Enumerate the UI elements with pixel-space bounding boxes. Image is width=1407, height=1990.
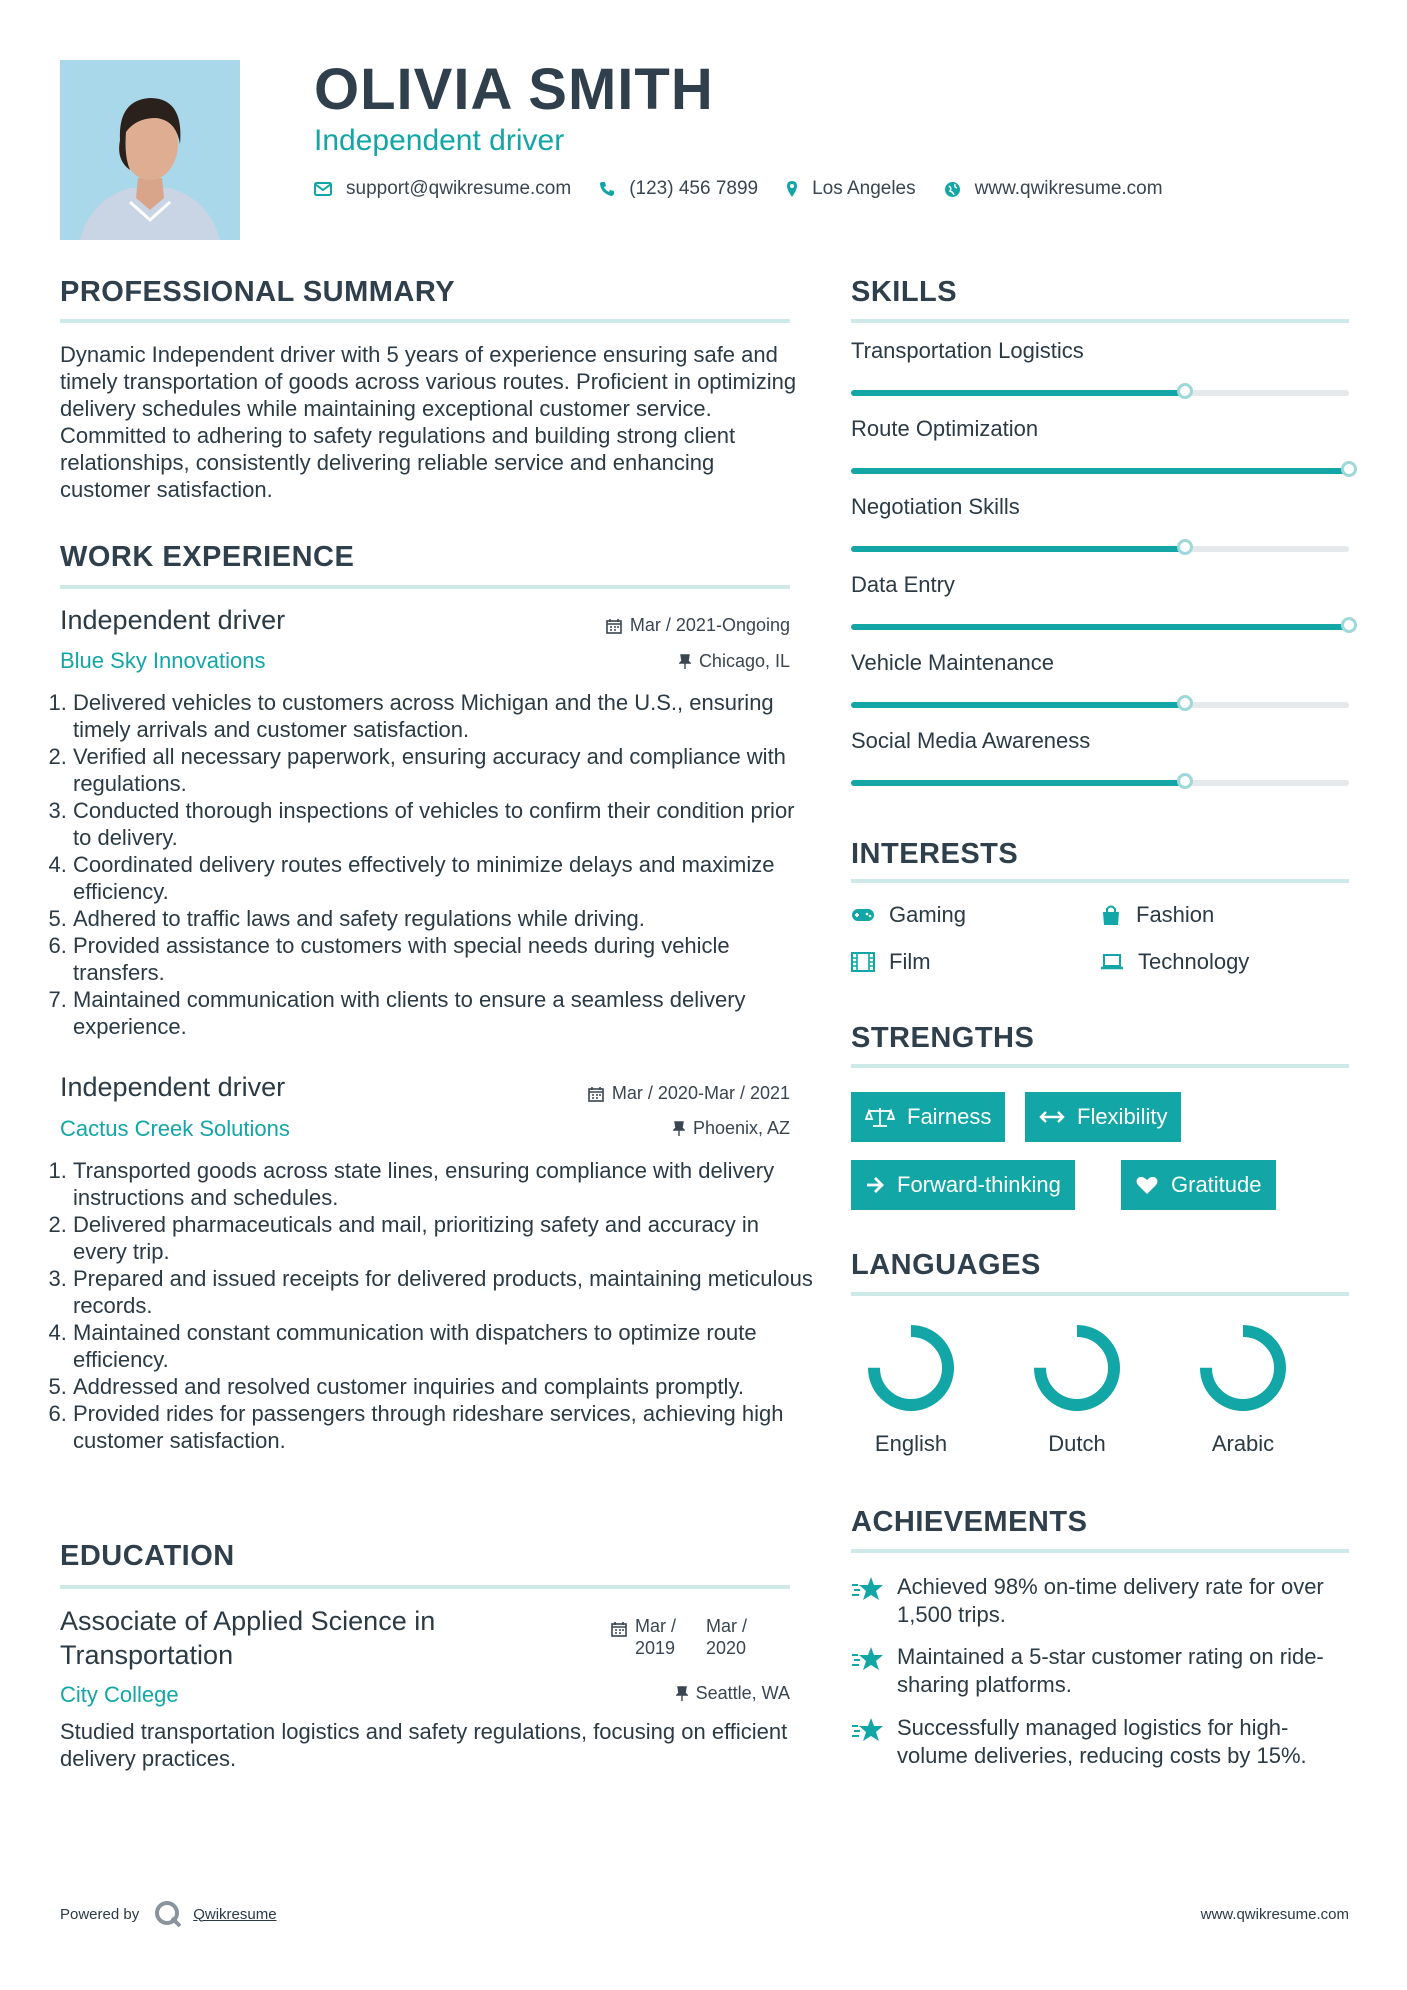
- language-level-arc: [1040, 1331, 1114, 1405]
- interest-label: Film: [889, 949, 931, 974]
- interest-technology: [1100, 949, 1249, 975]
- skill-level-knob: [1341, 617, 1357, 633]
- list-item: 1. Transported goods across state lines, ensuring compliance with delivery instructions and schedules.: [73, 1157, 818, 1211]
- job-date: [530, 1083, 790, 1104]
- list-item: 5. Adhered to traffic laws and safety regulations while driving.: [73, 905, 818, 932]
- skill-row: [851, 650, 1349, 720]
- job-title: Independent driver: [60, 605, 286, 635]
- skill-level-fill: [851, 546, 1185, 552]
- language-level-arc: [1206, 1331, 1280, 1405]
- skill-level-knob: [1177, 773, 1193, 789]
- list-item: 2. Verified all necessary paperwork, ensuring accuracy and compliance with regulations.: [73, 743, 818, 797]
- achievement-item: [851, 1573, 1356, 1629]
- skill-level-bar: [851, 468, 1349, 474]
- candidate-title: Independent driver: [314, 124, 565, 157]
- achievement-item: [851, 1643, 1356, 1699]
- list-item: 6. Provided assistance to customers with special needs during vehicle transfers.: [73, 932, 818, 986]
- job-date: [560, 615, 790, 636]
- experience-heading: WORK EXPERIENCE: [60, 541, 355, 573]
- pushpin-icon: [676, 1686, 688, 1702]
- achievement-text: Achieved 98% on-time delivery rate for over 1,500 trips.: [897, 1574, 1324, 1627]
- achievement-text: Maintained a 5-star customer rating on ride-sharing platforms.: [897, 1644, 1324, 1697]
- list-item: 3. Conducted thorough inspections of vehicles to confirm their condition prior to delivery.: [73, 797, 818, 851]
- laptop-icon: [1100, 953, 1124, 971]
- footer-powered-by: [60, 1899, 277, 1929]
- skill-level-knob: [1177, 695, 1193, 711]
- strength-tag-flexibility: [1025, 1092, 1181, 1142]
- languages-list: [841, 1318, 1341, 1468]
- company-name[interactable]: Blue Sky Innovations: [60, 648, 266, 673]
- interest-film: [851, 949, 931, 975]
- qwikresume-logo-icon: [153, 1899, 183, 1929]
- education-end-date: [706, 1615, 747, 1659]
- interest-fashion: [1100, 902, 1214, 928]
- skill-level-fill: [851, 624, 1349, 630]
- envelope-icon: [314, 182, 332, 196]
- pushpin-icon: [673, 1121, 685, 1137]
- skill-row: [851, 416, 1349, 486]
- strength-label: Flexibility: [1077, 1104, 1168, 1129]
- skill-label: Negotiation Skills: [851, 494, 1020, 519]
- map-pin-icon: [786, 180, 798, 198]
- language-item: [1007, 1318, 1147, 1457]
- globe-icon: [944, 181, 961, 198]
- star-badge-icon: [851, 1643, 897, 1699]
- film-icon: [851, 952, 875, 972]
- contact-location: Los Angeles: [812, 178, 916, 199]
- list-item: 5. Addressed and resolved customer inquiries and complaints promptly.: [73, 1373, 818, 1400]
- strength-label: Gratitude: [1171, 1172, 1262, 1197]
- contact-phone[interactable]: (123) 456 7899: [629, 178, 759, 199]
- language-level-arc: [874, 1331, 948, 1405]
- language-label: Arabic: [1211, 1431, 1275, 1456]
- end-month: Mar /: [706, 1616, 748, 1636]
- arrow-right-icon: [865, 1176, 885, 1194]
- skills-heading: SKILLS: [851, 276, 958, 308]
- gamepad-icon: [851, 907, 875, 923]
- end-year: 2020: [706, 1638, 747, 1658]
- school-name[interactable]: City College: [60, 1682, 179, 1707]
- skill-level-bar: [851, 546, 1349, 552]
- heart-icon: [1135, 1175, 1159, 1195]
- skill-row: [851, 572, 1349, 642]
- education-location: [560, 1683, 790, 1704]
- skill-level-fill: [851, 780, 1185, 786]
- interest-label: Gaming: [889, 902, 967, 927]
- skill-level-bar: [851, 702, 1349, 708]
- interest-label: Technology: [1138, 949, 1250, 974]
- skill-row: [851, 338, 1349, 408]
- job-location-text: Chicago, IL: [698, 651, 790, 671]
- interests-divider: [851, 879, 1349, 883]
- arrows-horizontal-icon: [1039, 1110, 1065, 1124]
- languages-divider: [851, 1292, 1349, 1296]
- job-date-text: Mar / 2020-Mar / 2021: [611, 1083, 790, 1103]
- list-item: 2. Delivered pharmaceuticals and mail, prioritizing safety and accuracy in every trip.: [73, 1211, 818, 1265]
- skill-level-knob: [1177, 539, 1193, 555]
- list-item: 4. Maintained constant communication with dispatchers to optimize route efficiency.: [73, 1319, 818, 1373]
- job-title: Independent driver: [60, 1072, 286, 1102]
- skill-row: [851, 728, 1349, 798]
- education-heading: EDUCATION: [60, 1540, 235, 1572]
- language-label: English: [874, 1431, 948, 1456]
- job-responsibilities: [55, 689, 818, 1040]
- qwikresume-link[interactable]: Qwikresume: [193, 1905, 277, 1923]
- strengths-divider: [851, 1064, 1349, 1068]
- strength-tag-gratitude: [1121, 1160, 1276, 1210]
- degree-title: Associate of Applied Science in Transportation: [60, 1606, 436, 1670]
- contact-website[interactable]: www.qwikresume.com: [974, 178, 1163, 199]
- achievement-text: Successfully managed logistics for high-volume deliveries, reducing costs by 15%.: [897, 1715, 1307, 1768]
- education-location-text: Seattle, WA: [695, 1683, 790, 1703]
- skill-level-fill: [851, 390, 1185, 396]
- start-year: 2019: [635, 1638, 676, 1658]
- start-month: Mar /: [635, 1616, 677, 1636]
- education-start-date: [635, 1615, 676, 1659]
- star-badge-icon: [851, 1573, 897, 1629]
- summary-divider: [60, 319, 790, 323]
- experience-divider: [60, 585, 790, 589]
- skills-divider: [851, 319, 1349, 323]
- balance-scale-icon: [865, 1106, 895, 1128]
- skill-level-bar: [851, 624, 1349, 630]
- candidate-name: OLIVIA SMITH: [314, 57, 714, 122]
- strength-tag-fairness: [851, 1092, 1005, 1142]
- interest-label: Fashion: [1136, 902, 1215, 927]
- skill-label: Data Entry: [851, 572, 955, 597]
- calendar-icon: [611, 1621, 627, 1659]
- skill-level-knob: [1341, 461, 1357, 477]
- skill-label: Social Media Awareness: [851, 728, 1091, 753]
- education-description: Studied transportation logistics and safety regulations, focusing on efficient delivery practices.: [60, 1719, 788, 1771]
- interests-heading: INTERESTS: [851, 838, 1019, 870]
- language-item: [841, 1318, 981, 1457]
- strength-label: Fairness: [907, 1104, 992, 1129]
- education-divider: [60, 1585, 790, 1589]
- strength-tag-forward-thinking: [851, 1160, 1075, 1210]
- languages-heading: LANGUAGES: [851, 1249, 1041, 1281]
- company-name[interactable]: Cactus Creek Solutions: [60, 1116, 290, 1141]
- skill-label: Vehicle Maintenance: [851, 650, 1055, 675]
- summary-heading: PROFESSIONAL SUMMARY: [60, 276, 456, 308]
- skill-level-fill: [851, 468, 1349, 474]
- language-level-ring: [1007, 1318, 1147, 1418]
- skill-level-bar: [851, 780, 1349, 786]
- job-location-text: Phoenix, AZ: [692, 1118, 790, 1138]
- job-location: [560, 651, 790, 672]
- skill-row: [851, 494, 1349, 564]
- footer-website[interactable]: www.qwikresume.com: [1200, 1906, 1349, 1923]
- achievement-item: [851, 1714, 1356, 1770]
- language-item: [1173, 1318, 1313, 1457]
- list-item: 6. Provided rides for passengers through rideshare services, achieving high customer satisfaction.: [73, 1400, 818, 1454]
- job-date-text: Mar / 2021-Ongoing: [629, 615, 790, 635]
- avatar-illustration: [60, 60, 240, 240]
- calendar-icon: [588, 1086, 604, 1102]
- job-responsibilities: [55, 1157, 818, 1454]
- achievements-divider: [851, 1549, 1349, 1553]
- list-item: 3. Prepared and issued receipts for delivered products, maintaining meticulous records.: [73, 1265, 818, 1319]
- strength-label: Forward-thinking: [897, 1172, 1061, 1197]
- language-label: Dutch: [1048, 1431, 1106, 1456]
- language-level-ring: [841, 1318, 981, 1418]
- skill-level-fill: [851, 702, 1185, 708]
- list-item: 4. Coordinated delivery routes effectively to minimize delays and maximize efficiency.: [73, 851, 818, 905]
- contact-bar: [314, 178, 1191, 200]
- phone-icon: [599, 181, 615, 197]
- summary-text: Dynamic Independent driver with 5 years of experience ensuring safe and timely transportation of goods across various routes. Proficient in optimizing delivery schedules while maintaining exceptional customer service. Committed to adhering to safety regulations and building strong client relationships, consistently delivering reliable service and enhancing customer satisfaction.: [60, 342, 797, 502]
- powered-by-label: Powered by: [60, 1905, 140, 1923]
- skill-level-bar: [851, 390, 1349, 396]
- skill-level-knob: [1177, 383, 1193, 399]
- job-location: [560, 1118, 790, 1139]
- list-item: 1. Delivered vehicles to customers across Michigan and the U.S., ensuring timely arrivals and customer satisfaction.: [73, 689, 818, 743]
- skill-label: Transportation Logistics: [851, 338, 1084, 363]
- achievements-heading: ACHIEVEMENTS: [851, 1506, 1088, 1538]
- contact-email[interactable]: support@qwikresume.com: [346, 178, 572, 199]
- strengths-heading: STRENGTHS: [851, 1022, 1035, 1054]
- interest-gaming: [851, 902, 966, 928]
- calendar-icon: [606, 618, 622, 634]
- pushpin-icon: [679, 654, 691, 670]
- shopping-bag-icon: [1100, 904, 1122, 926]
- skill-label: Route Optimization: [851, 416, 1039, 441]
- education-dates: [611, 1615, 747, 1659]
- star-badge-icon: [851, 1714, 897, 1770]
- language-level-ring: [1173, 1318, 1313, 1418]
- profile-photo: [60, 60, 240, 240]
- list-item: 7. Maintained communication with clients to ensure a seamless delivery experience.: [73, 986, 818, 1040]
